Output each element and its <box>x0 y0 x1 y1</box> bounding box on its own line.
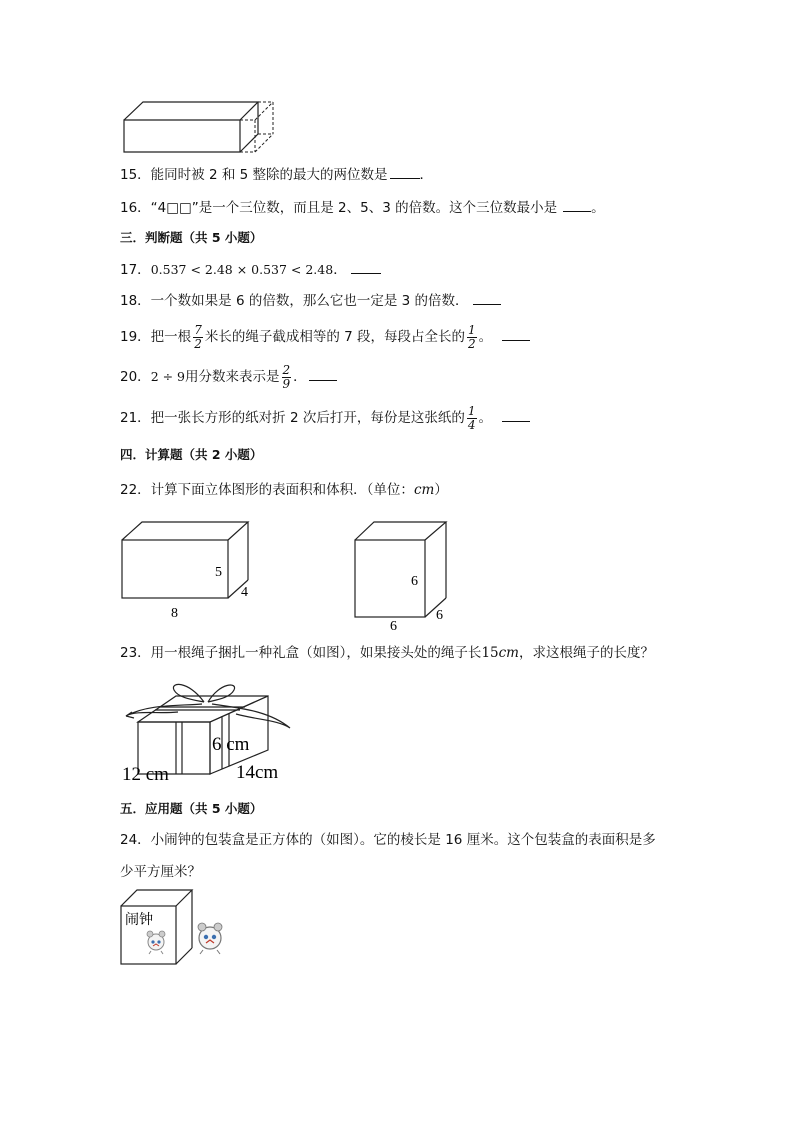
gift-box-height-label: 6 cm <box>212 734 250 755</box>
fraction-1-over-2: $\frac{1}{2}$ <box>468 322 476 351</box>
cuboid-width-label: 4 <box>241 585 248 600</box>
question-23-text-a: 23．用一根绳子捆扎一种礼盒（如图），如果接头处的绳子长 <box>120 645 482 661</box>
question-17-number: 17． <box>120 262 151 278</box>
section-title-application: 五．应用题（共 5 小题） <box>120 801 263 816</box>
cuboid-figure <box>118 518 258 623</box>
question-23-text-b: ，求这根绳子的长度？ <box>519 645 654 661</box>
cube-edge-label-c: 6 <box>390 619 397 633</box>
answer-blank[interactable] <box>563 197 591 212</box>
question-23 <box>120 643 654 663</box>
question-18-text: 18．一个数如果是 6 的倍数，那么它也一定是 3 的倍数． <box>120 293 469 309</box>
cuboid-extension-figure <box>118 96 283 156</box>
answer-blank[interactable] <box>502 407 530 422</box>
clock-box-label: 闹钟 <box>125 912 153 928</box>
question-20-expression: 2 ÷ 9 <box>150 369 186 384</box>
answer-blank[interactable] <box>390 164 420 179</box>
fraction-1-over-4: $\frac{1}{4}$ <box>467 403 476 432</box>
question-19-text-b: 米长的绳子截成相等的 7 段，每段占全长的 <box>204 329 465 345</box>
question-17-expression: 0.537 < 2.48 × 0.537 < 2.48 <box>150 262 334 277</box>
question-15: 15．能同时被 2 和 5 整除的最大的两位数是 ． <box>120 164 433 185</box>
alarm-clock-icon <box>198 923 222 954</box>
answer-blank[interactable] <box>351 259 381 274</box>
answer-blank[interactable] <box>309 366 337 381</box>
cuboid-length-label: 8 <box>171 606 178 621</box>
question-20: 20．2 ÷ 9用分数来表示是 $\frac{2}{9}$ ． <box>120 362 337 392</box>
question-17: 17．0.537 < 2.48 × 0.537 < 2.48． <box>120 259 381 280</box>
fraction-2-over-9: $\frac{2}{9}$ <box>282 362 291 391</box>
alarm-clock-icon <box>147 931 165 954</box>
section-title-calculation: 四．计算题（共 2 小题） <box>120 447 263 462</box>
question-20-text: 用分数来表示是 <box>185 369 280 385</box>
section-title-judgement: 三．判断题（共 5 小题） <box>120 230 263 245</box>
unit-cm: cm <box>498 645 519 661</box>
cube-edge-label-a: 6 <box>411 574 418 589</box>
question-21-text: 21．把一张长方形的纸对折 2 次后打开，每份是这张纸的 <box>120 410 465 426</box>
question-24-line-2: 少平方厘米？ <box>120 864 201 880</box>
question-22: 22．计算下面立体图形的表面积和体积．（单位：cm） <box>120 482 448 498</box>
question-16-text: 16．“4□□”是一个三位数，而且是 2、5、3 的倍数。这个三位数最小是 <box>120 200 558 216</box>
question-16: 16．“4□□”是一个三位数，而且是 2、5、3 的倍数。这个三位数最小是 。 <box>120 197 605 218</box>
question-24-line-1: 24．小闹钟的包装盒是正方体的（如图）。它的棱长是 16 厘米。这个包装盒的表面积是多 <box>120 832 656 848</box>
question-19: 19．把一根 $\frac{7}{2}$ 米长的绳子截成相等的 7 段，每段占全长的 $\frac{1}{2}$ 。 <box>120 322 530 352</box>
answer-blank[interactable] <box>502 326 530 341</box>
gift-box-figure <box>118 676 298 788</box>
rope-joint-length: 15 <box>481 645 499 661</box>
gift-box-width-label: 14cm <box>236 762 279 783</box>
answer-blank[interactable] <box>473 290 501 305</box>
question-19-text-a: 19．把一根 <box>120 329 192 345</box>
clock-box-figure <box>118 888 248 968</box>
cube-edge-label-b: 6 <box>436 608 443 623</box>
question-20-number: 20． <box>120 369 151 385</box>
cube-figure <box>350 518 460 633</box>
cuboid-height-label: 5 <box>215 565 222 580</box>
question-21: 21．把一张长方形的纸对折 2 次后打开，每份是这张纸的 $\frac{1}{4}$ 。 <box>120 403 530 433</box>
gift-box-length-label: 12 cm <box>122 764 169 785</box>
fraction-7-over-2: $\frac{7}{2}$ <box>194 322 202 351</box>
question-22-text: 22．计算下面立体图形的表面积和体积．（单位： <box>120 482 414 498</box>
unit-cm: cm <box>413 482 435 498</box>
question-15-text: 15．能同时被 2 和 5 整除的最大的两位数是 <box>120 167 388 183</box>
question-18 <box>120 290 501 311</box>
